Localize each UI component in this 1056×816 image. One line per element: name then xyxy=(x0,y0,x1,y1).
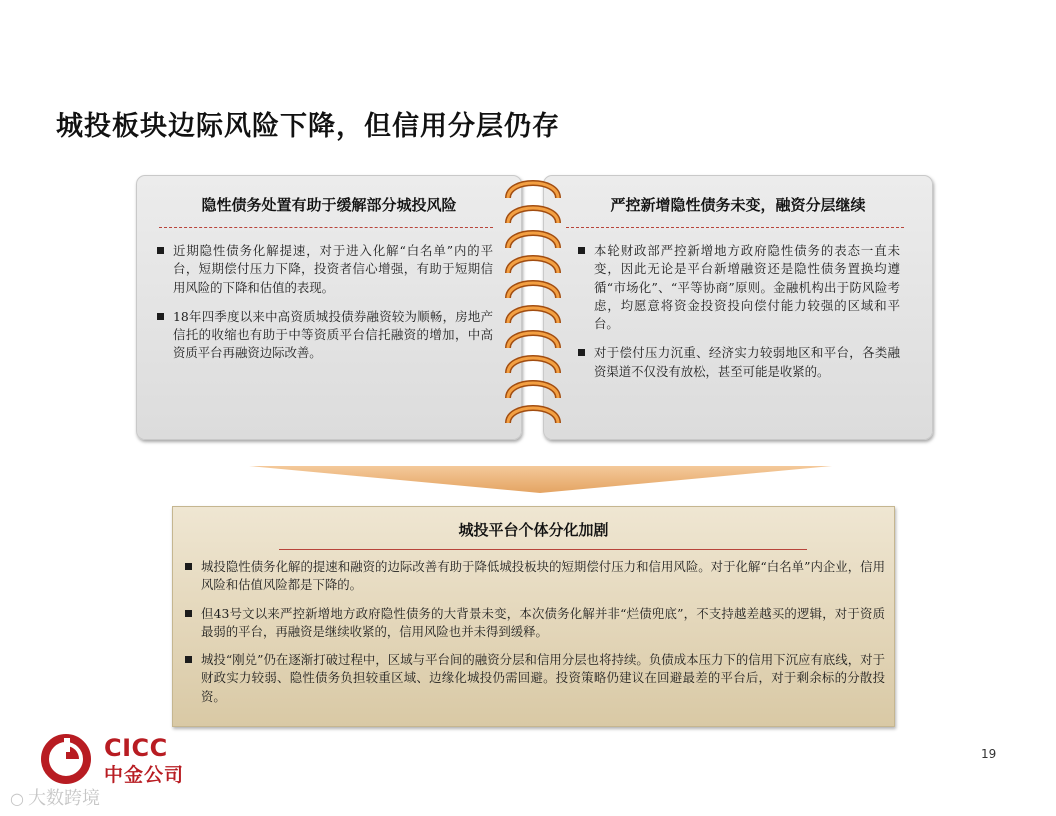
bullet-text: 近期隐性债务化解提速，对于进入化解“白名单”内的平台，短期偿付压力下降，投资者信心增强，有助于短期信用风险的下降和估值的表现。 xyxy=(173,243,493,295)
watermark-text: 大数跨境 xyxy=(27,788,100,809)
watermark-icon: ○ xyxy=(10,789,24,808)
right-card-bullets xyxy=(578,242,900,392)
summary-title: 城投平台个体分化加剧 xyxy=(458,521,609,539)
left-card xyxy=(136,175,522,440)
left-card-divider xyxy=(159,227,493,228)
cicc-emblem-icon xyxy=(40,734,98,784)
list-item xyxy=(157,308,493,363)
logo-text-cn: 中金公司 xyxy=(104,764,185,786)
summary-bullets xyxy=(185,558,885,716)
page-number: 19 xyxy=(981,747,997,761)
bullet-square-icon xyxy=(157,247,164,254)
list-item xyxy=(185,651,885,706)
bullet-square-icon xyxy=(185,610,192,617)
down-arrow-icon xyxy=(249,466,832,493)
bullet-text: 城投隐性债务化解的提速和融资的边际改善有助于降低城投板块的短期偿付压力和信用风险。对于化解“白名单”内企业，信用风险和估值风险都是下降的。 xyxy=(201,559,885,593)
binder-ring-icon xyxy=(504,197,562,225)
binder-ring-icon xyxy=(504,322,562,350)
left-card-bullets xyxy=(157,242,493,374)
summary-box xyxy=(172,506,895,727)
binder-ring-icon xyxy=(504,372,562,400)
binder-ring-icon xyxy=(504,247,562,275)
list-item xyxy=(157,242,493,297)
right-card xyxy=(543,175,933,440)
list-item xyxy=(185,558,885,595)
summary-divider xyxy=(279,549,807,550)
list-item xyxy=(185,605,885,642)
left-card-title: 隐性债务处置有助于缓解部分城投风险 xyxy=(201,196,457,214)
bullet-text: 对于偿付压力沉重、经济实力较弱地区和平台，各类融资渠道不仅没有放松，甚至可能是收紧的。 xyxy=(594,345,900,379)
bullet-square-icon xyxy=(185,563,192,570)
cicc-logo xyxy=(40,734,200,784)
right-card-divider xyxy=(566,227,904,228)
bullet-text: 但43号文以来严控新增地方政府隐性债务的大背景未变，本次债务化解并非“烂债兜底”，不支持越差越买的逻辑，对于资质最弱的平台，再融资是继续收紧的，信用风险也并未得到缓释。 xyxy=(201,605,885,639)
bullet-square-icon xyxy=(578,349,585,356)
bullet-text: 本轮财政部严控新增地方政府隐性债务的表态一直未变，因此无论是平台新增融资还是隐性债务置换均遵循“市场化”、“平等协商”原则。金融机构出于防风险考虑，均愿意将资金投资投向偿付能力较强的区域和平台。 xyxy=(594,243,900,332)
binder-ring-icon xyxy=(504,272,562,300)
bullet-text: 18年四季度以来中高资质城投债券融资较为顺畅，房地产信托的收缩也有助于中等资质平台信托融资的增加，中高资质平台再融资边际改善。 xyxy=(173,308,493,361)
watermark xyxy=(10,784,100,810)
binder-ring-icon xyxy=(504,297,562,325)
bullet-square-icon xyxy=(578,247,585,254)
bullet-square-icon xyxy=(185,656,192,663)
page-title: 城投板块边际风险下降，但信用分层仍存 xyxy=(56,111,560,142)
logo-text-en: CICC xyxy=(104,734,168,762)
right-card-title: 严控新增隐性债务未变，融资分层继续 xyxy=(610,196,866,214)
binder-ring-icon xyxy=(504,222,562,250)
bullet-text: 城投“刚兑”仍在逐渐打破过程中，区域与平台间的融资分层和信用分层也将持续。负债成本压力下的信用下沉应有底线，对于财政实力较弱、隐性债务负担较重区域、边缘化城投仍需回避。投资策略仍建议在回避最差的平台后，对于剩余标的分散投资。 xyxy=(201,652,885,704)
bullet-square-icon xyxy=(157,313,164,320)
binder-ring-icon xyxy=(504,347,562,375)
list-item xyxy=(578,344,900,381)
binder-ring-icon xyxy=(504,397,562,425)
list-item xyxy=(578,242,900,333)
binder-ring-icon xyxy=(504,172,562,200)
